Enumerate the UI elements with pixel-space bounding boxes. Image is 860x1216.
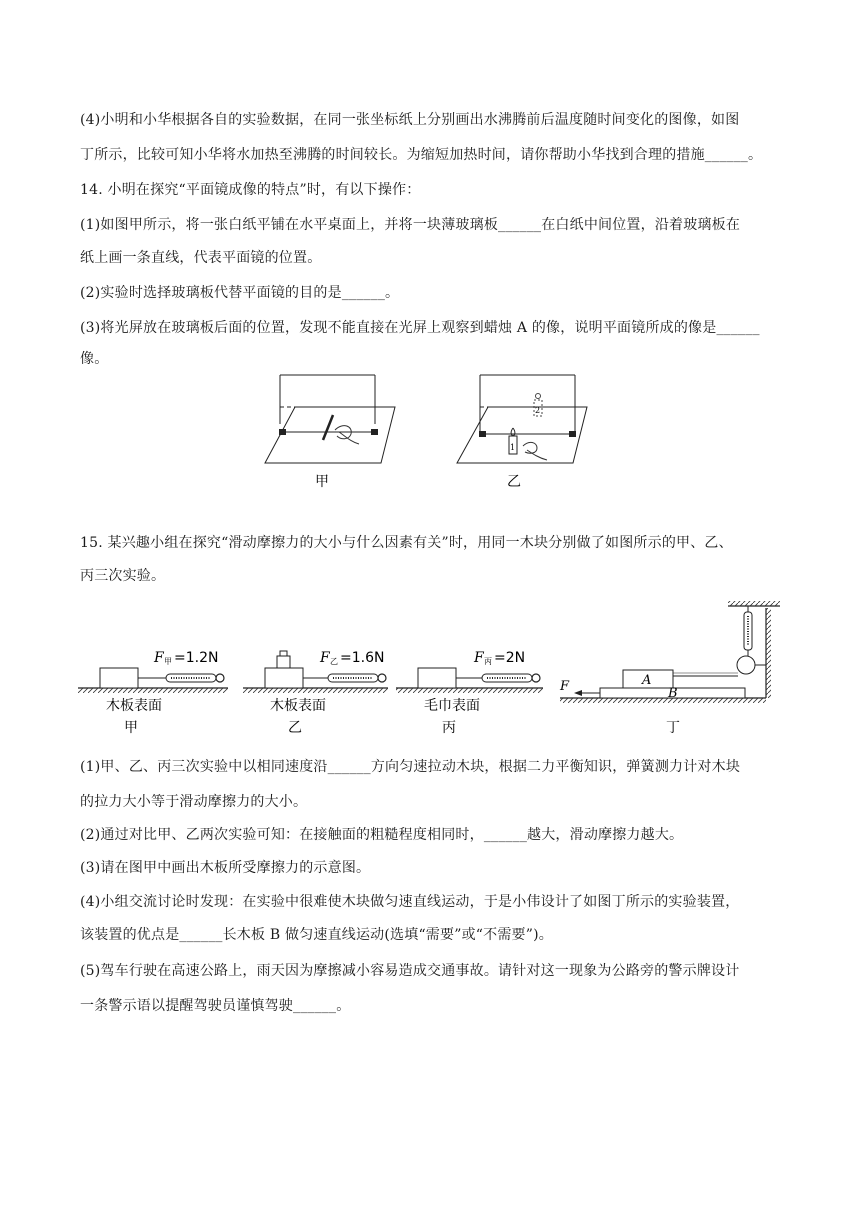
q14-mirror-figures xyxy=(255,370,595,495)
q15-bing-force-symbol: F xyxy=(474,650,484,666)
q15-stem-line2: 丙三次实验。 xyxy=(80,568,166,584)
q15-yi-label: 乙 xyxy=(288,720,302,736)
q15-jia-force-symbol: F xyxy=(154,650,164,666)
q15-jia-label: 甲 xyxy=(124,720,138,736)
q15-figure-jia xyxy=(78,650,228,736)
q15-yi-force-sub: 乙 xyxy=(330,657,338,666)
q14-candle-1-label: 1 xyxy=(510,443,516,452)
q14-figure-jia xyxy=(265,375,395,490)
q14-part2: (2)实验时选择玻璃板代替平面镜的目的是______。 xyxy=(80,285,400,301)
q15-ding-block-a: A xyxy=(642,673,652,688)
q14-stem: 14. 小明在探究“平面镜成像的特点”时，有以下操作： xyxy=(80,182,421,198)
q15-part5-line2: 一条警示语以提醒驾驶员谨慎驾驶______。 xyxy=(80,998,351,1014)
q15-ding-board-b: B xyxy=(668,686,678,701)
q15-jia-force-value: =1.2N xyxy=(174,650,219,666)
q15-ding-label: 丁 xyxy=(666,720,680,736)
q15-part1-line2: 的拉力大小等于滑动摩擦力的大小。 xyxy=(80,794,308,810)
q14-part3-line2: 像。 xyxy=(80,351,109,367)
q15-bing-surface: 毛巾表面 xyxy=(424,698,480,714)
q15-bing-force-sub: 丙 xyxy=(484,657,492,666)
q15-yi-force-value: =1.6N xyxy=(340,650,385,666)
q14-part1-line1: (1)如图甲所示，将一张白纸平铺在水平桌面上，并将一块薄玻璃板______在白纸中间位置，沿着玻璃板在 xyxy=(80,217,741,233)
q15-figure-ding xyxy=(559,601,780,736)
q13-part4-line1: (4)小明和小华根据各自的实验数据，在同一张坐标纸上分别画出水沸腾前后温度随时间变化的图像，如图 xyxy=(80,112,740,128)
q14-figure-yi xyxy=(457,375,587,490)
q15-ding-force: F xyxy=(560,679,570,694)
q15-bing-label: 丙 xyxy=(442,720,456,736)
q14-candle-2-label: 2 xyxy=(535,406,541,415)
q15-jia-force-sub: 甲 xyxy=(164,657,172,666)
q15-part1-line1: (1)甲、乙、丙三次实验中以相同速度沿______方向匀速拉动木块，根据二力平衡知识，弹簧测力计对木块 xyxy=(80,759,741,775)
q15-yi-surface: 木板表面 xyxy=(270,698,326,714)
q15-yi-force-symbol: F xyxy=(320,650,330,666)
q15-friction-figures xyxy=(78,598,788,748)
q14-part1-line2: 纸上画一条直线，代表平面镜的位置。 xyxy=(80,250,322,266)
q14-figure-yi-label: 乙 xyxy=(507,474,521,490)
q14-part3-line1: (3)将光屏放在玻璃板后面的位置，发现不能直接在光屏上观察到蜡烛 A 的像，说明平面镜所成的像是______ xyxy=(80,320,760,336)
q15-figure-bing xyxy=(396,650,543,736)
q15-figure-yi xyxy=(243,650,388,736)
q15-part4-line1: (4)小组交流讨论时发现：在实验中很难使木块做匀速直线运动，于是小伟设计了如图丁所示的实验装置， xyxy=(80,894,740,910)
q13-part4-line2: 丁所示，比较可知小华将水加热至沸腾的时间较长。为缩短加热时间，请你帮助小华找到合理的措施______。 xyxy=(80,147,763,163)
q15-jia-surface: 木板表面 xyxy=(106,698,162,714)
q14-figure-jia-label: 甲 xyxy=(315,474,329,490)
q15-part2: (2)通过对比甲、乙两次实验可知：在接触面的粗糙程度相同时，______越大，滑动摩擦力越大。 xyxy=(80,827,684,843)
q15-part3: (3)请在图甲中画出木板所受摩擦力的示意图。 xyxy=(80,860,371,876)
q15-stem-line1: 15. 某兴趣小组在探究“滑动摩擦力的大小与什么因素有关”时，用同一木块分别做了如图所示的甲、乙、 xyxy=(80,535,733,551)
q15-part5-line1: (5)驾车行驶在高速公路上，雨天因为摩擦减小容易造成交通事故。请针对这一现象为公路旁的警示牌设计 xyxy=(80,963,740,979)
q15-part4-line2: 该装置的优点是______长木板 B 做匀速直线运动(选填“需要”或“不需要”)。 xyxy=(80,927,553,943)
q15-bing-force-value: =2N xyxy=(494,650,526,666)
